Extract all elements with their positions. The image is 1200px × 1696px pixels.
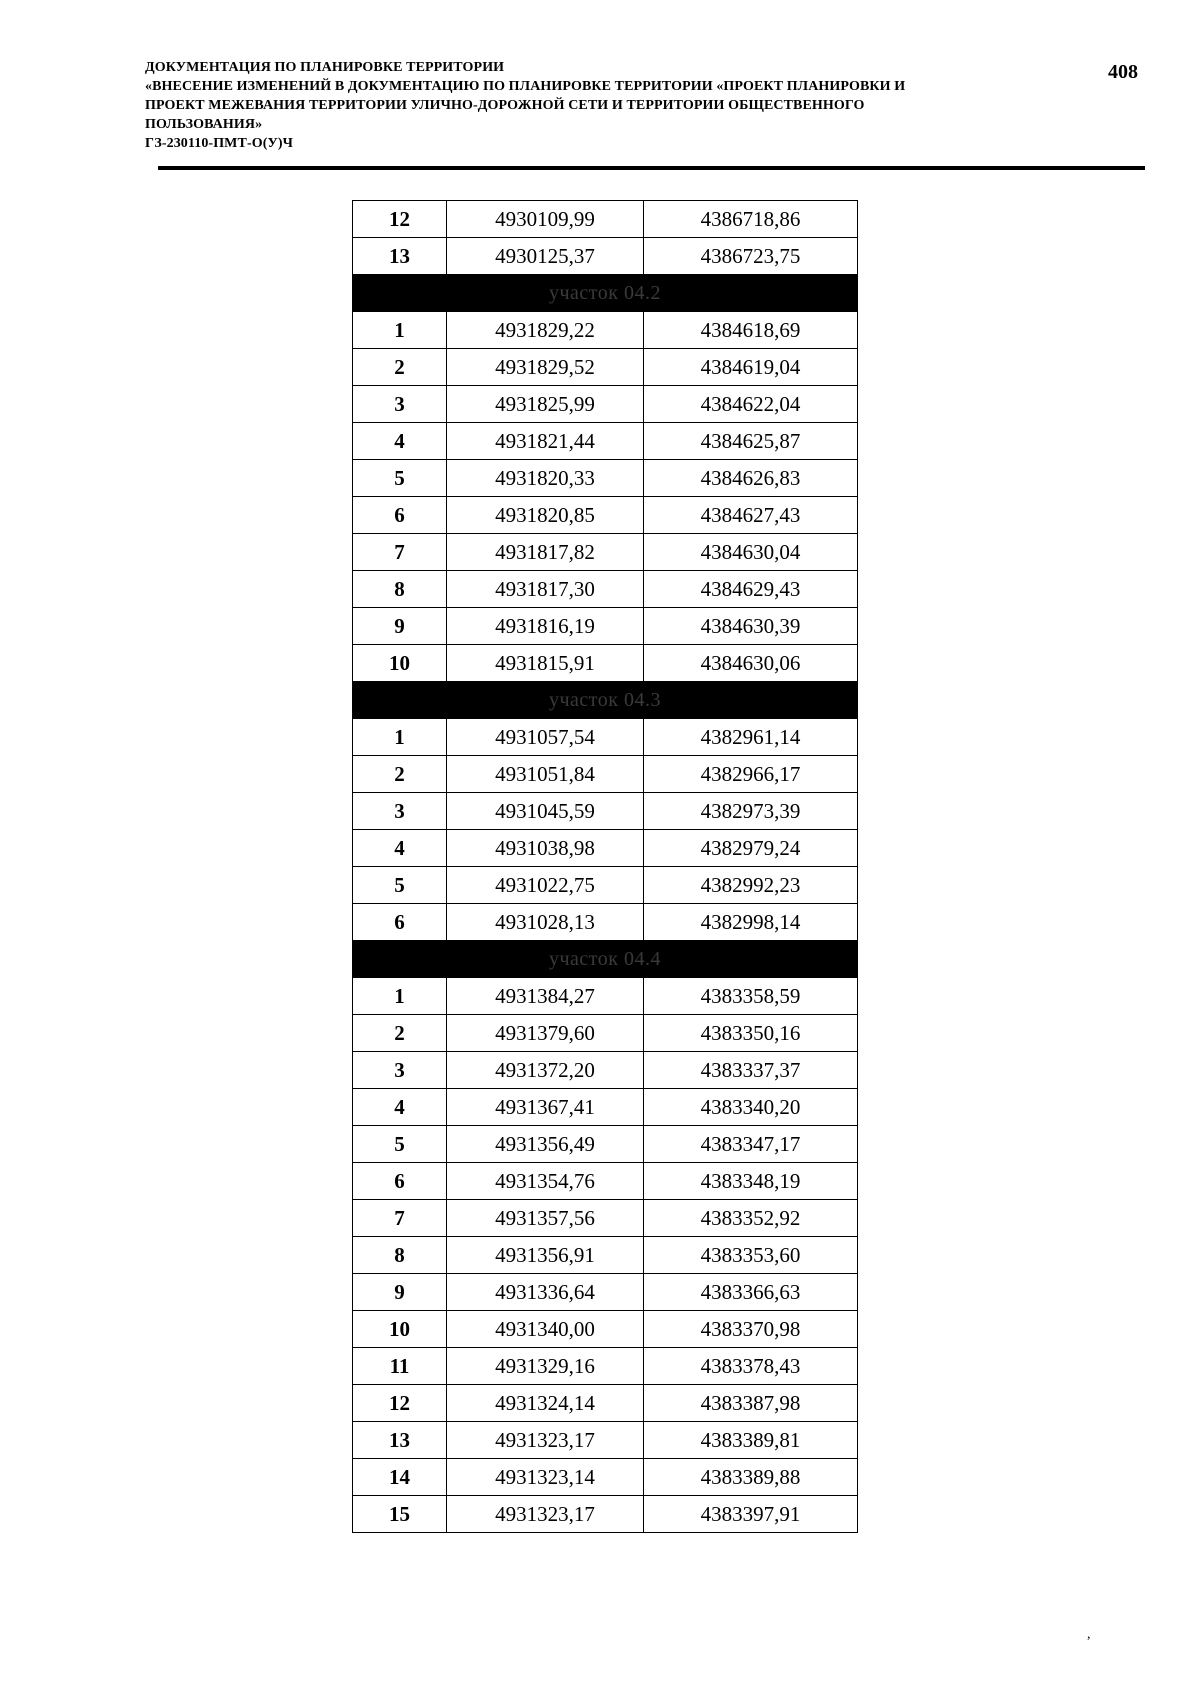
point-number-cell: 6 — [353, 1163, 447, 1200]
y-coordinate-cell: 4383350,16 — [644, 1015, 858, 1052]
x-coordinate-cell: 4931816,19 — [447, 608, 644, 645]
x-coordinate-cell: 4931372,20 — [447, 1052, 644, 1089]
table-row — [353, 608, 858, 645]
table-row — [353, 312, 858, 349]
table-row — [353, 978, 858, 1015]
point-number-cell: 11 — [353, 1348, 447, 1385]
point-number-cell: 3 — [353, 793, 447, 830]
x-coordinate-cell: 4931340,00 — [447, 1311, 644, 1348]
y-coordinate-cell: 4383337,37 — [644, 1052, 858, 1089]
point-number-cell: 1 — [353, 312, 447, 349]
y-coordinate-cell: 4382992,23 — [644, 867, 858, 904]
y-coordinate-cell: 4383340,20 — [644, 1089, 858, 1126]
point-number-cell: 10 — [353, 645, 447, 682]
point-number-cell: 1 — [353, 719, 447, 756]
y-coordinate-cell: 4383347,17 — [644, 1126, 858, 1163]
y-coordinate-cell: 4386723,75 — [644, 238, 858, 275]
y-coordinate-cell: 4383389,81 — [644, 1422, 858, 1459]
point-number-cell: 9 — [353, 1274, 447, 1311]
table-row — [353, 830, 858, 867]
point-number-cell: 10 — [353, 1311, 447, 1348]
x-coordinate-cell: 4931817,82 — [447, 534, 644, 571]
y-coordinate-cell: 4383397,91 — [644, 1496, 858, 1533]
table-row — [353, 349, 858, 386]
y-coordinate-cell: 4383370,98 — [644, 1311, 858, 1348]
table-row — [353, 460, 858, 497]
table-row — [353, 1311, 858, 1348]
x-coordinate-cell: 4931384,27 — [447, 978, 644, 1015]
page-number: 408 — [1108, 61, 1138, 83]
table-row — [353, 793, 858, 830]
x-coordinate-cell: 4931820,33 — [447, 460, 644, 497]
table-row — [353, 534, 858, 571]
table-row — [353, 867, 858, 904]
x-coordinate-cell: 4931815,91 — [447, 645, 644, 682]
point-number-cell: 5 — [353, 867, 447, 904]
y-coordinate-cell: 4384625,87 — [644, 423, 858, 460]
x-coordinate-cell: 4931329,16 — [447, 1348, 644, 1385]
y-coordinate-cell: 4386718,86 — [644, 201, 858, 238]
point-number-cell: 4 — [353, 830, 447, 867]
x-coordinate-cell: 4930109,99 — [447, 201, 644, 238]
margin-mark: , — [1087, 1627, 1091, 1642]
table-row — [353, 1422, 858, 1459]
point-number-cell: 14 — [353, 1459, 447, 1496]
table-row — [353, 1126, 858, 1163]
x-coordinate-cell: 4930125,37 — [447, 238, 644, 275]
table-row — [353, 719, 858, 756]
table-row — [353, 1089, 858, 1126]
table-row — [353, 756, 858, 793]
section-label: участок 04.2 — [353, 275, 858, 312]
document-header — [145, 58, 1065, 153]
point-number-cell: 4 — [353, 423, 447, 460]
y-coordinate-cell: 4384622,04 — [644, 386, 858, 423]
point-number-cell: 13 — [353, 238, 447, 275]
x-coordinate-cell: 4931336,64 — [447, 1274, 644, 1311]
point-number-cell: 5 — [353, 460, 447, 497]
header-title-line-1: ДОКУМЕНТАЦИЯ ПО ПЛАНИРОВКЕ ТЕРРИТОРИИ — [145, 60, 505, 75]
x-coordinate-cell: 4931045,59 — [447, 793, 644, 830]
section-header-row — [353, 682, 858, 719]
y-coordinate-cell: 4384630,04 — [644, 534, 858, 571]
y-coordinate-cell: 4382961,14 — [644, 719, 858, 756]
y-coordinate-cell: 4383348,19 — [644, 1163, 858, 1200]
table-row — [353, 1163, 858, 1200]
point-number-cell: 7 — [353, 1200, 447, 1237]
x-coordinate-cell: 4931028,13 — [447, 904, 644, 941]
x-coordinate-cell: 4931356,91 — [447, 1237, 644, 1274]
x-coordinate-cell: 4931357,56 — [447, 1200, 644, 1237]
header-title-line-3: ПРОЕКТ МЕЖЕВАНИЯ ТЕРРИТОРИИ УЛИЧНО-ДОРОЖНОЙ СЕТИ И ТЕРРИТОРИИ ОБЩЕСТВЕННОГО — [145, 98, 865, 113]
table-row — [353, 904, 858, 941]
section-header-row — [353, 941, 858, 978]
x-coordinate-cell: 4931038,98 — [447, 830, 644, 867]
table-row — [353, 1200, 858, 1237]
x-coordinate-cell: 4931829,22 — [447, 312, 644, 349]
coordinates-table — [352, 200, 858, 1533]
y-coordinate-cell: 4384619,04 — [644, 349, 858, 386]
point-number-cell: 5 — [353, 1126, 447, 1163]
x-coordinate-cell: 4931821,44 — [447, 423, 644, 460]
y-coordinate-cell: 4382966,17 — [644, 756, 858, 793]
point-number-cell: 12 — [353, 201, 447, 238]
point-number-cell: 8 — [353, 571, 447, 608]
y-coordinate-cell: 4384618,69 — [644, 312, 858, 349]
table-row — [353, 1015, 858, 1052]
header-title-line-4: ПОЛЬЗОВАНИЯ» — [145, 117, 263, 132]
y-coordinate-cell: 4382973,39 — [644, 793, 858, 830]
section-label: участок 04.4 — [353, 941, 858, 978]
y-coordinate-cell: 4384630,39 — [644, 608, 858, 645]
y-coordinate-cell: 4382998,14 — [644, 904, 858, 941]
table-row — [353, 1348, 858, 1385]
table-row — [353, 1496, 858, 1533]
x-coordinate-cell: 4931051,84 — [447, 756, 644, 793]
x-coordinate-cell: 4931057,54 — [447, 719, 644, 756]
section-header-row — [353, 275, 858, 312]
table-row — [353, 1274, 858, 1311]
x-coordinate-cell: 4931022,75 — [447, 867, 644, 904]
x-coordinate-cell: 4931820,85 — [447, 497, 644, 534]
point-number-cell: 7 — [353, 534, 447, 571]
x-coordinate-cell: 4931323,14 — [447, 1459, 644, 1496]
point-number-cell: 3 — [353, 386, 447, 423]
point-number-cell: 8 — [353, 1237, 447, 1274]
coordinates-table-body — [353, 201, 858, 1533]
y-coordinate-cell: 4383387,98 — [644, 1385, 858, 1422]
table-row — [353, 645, 858, 682]
point-number-cell: 6 — [353, 497, 447, 534]
point-number-cell: 12 — [353, 1385, 447, 1422]
table-row — [353, 1385, 858, 1422]
x-coordinate-cell: 4931323,17 — [447, 1496, 644, 1533]
y-coordinate-cell: 4384629,43 — [644, 571, 858, 608]
point-number-cell: 13 — [353, 1422, 447, 1459]
y-coordinate-cell: 4384630,06 — [644, 645, 858, 682]
x-coordinate-cell: 4931379,60 — [447, 1015, 644, 1052]
x-coordinate-cell: 4931354,76 — [447, 1163, 644, 1200]
x-coordinate-cell: 4931324,14 — [447, 1385, 644, 1422]
table-row — [353, 238, 858, 275]
y-coordinate-cell: 4383389,88 — [644, 1459, 858, 1496]
table-row — [353, 1052, 858, 1089]
header-divider — [158, 166, 1145, 170]
point-number-cell: 2 — [353, 1015, 447, 1052]
y-coordinate-cell: 4383366,63 — [644, 1274, 858, 1311]
point-number-cell: 4 — [353, 1089, 447, 1126]
y-coordinate-cell: 4383358,59 — [644, 978, 858, 1015]
table-row — [353, 201, 858, 238]
point-number-cell: 9 — [353, 608, 447, 645]
y-coordinate-cell: 4384626,83 — [644, 460, 858, 497]
document-code: ГЗ-230110-ПМТ-О(У)Ч — [145, 136, 293, 151]
y-coordinate-cell: 4383352,92 — [644, 1200, 858, 1237]
table-row — [353, 386, 858, 423]
point-number-cell: 15 — [353, 1496, 447, 1533]
x-coordinate-cell: 4931367,41 — [447, 1089, 644, 1126]
table-row — [353, 1459, 858, 1496]
point-number-cell: 1 — [353, 978, 447, 1015]
header-title-line-2: «ВНЕСЕНИЕ ИЗМЕНЕНИЙ В ДОКУМЕНТАЦИЮ ПО ПЛАНИРОВКЕ ТЕРРИТОРИИ «ПРОЕКТ ПЛАНИРОВКИ И — [145, 79, 906, 94]
x-coordinate-cell: 4931829,52 — [447, 349, 644, 386]
y-coordinate-cell: 4384627,43 — [644, 497, 858, 534]
point-number-cell: 2 — [353, 349, 447, 386]
x-coordinate-cell: 4931323,17 — [447, 1422, 644, 1459]
table-row — [353, 423, 858, 460]
table-row — [353, 1237, 858, 1274]
table-row — [353, 497, 858, 534]
point-number-cell: 3 — [353, 1052, 447, 1089]
y-coordinate-cell: 4383378,43 — [644, 1348, 858, 1385]
x-coordinate-cell: 4931825,99 — [447, 386, 644, 423]
y-coordinate-cell: 4382979,24 — [644, 830, 858, 867]
point-number-cell: 6 — [353, 904, 447, 941]
table-row — [353, 571, 858, 608]
x-coordinate-cell: 4931356,49 — [447, 1126, 644, 1163]
point-number-cell: 2 — [353, 756, 447, 793]
y-coordinate-cell: 4383353,60 — [644, 1237, 858, 1274]
x-coordinate-cell: 4931817,30 — [447, 571, 644, 608]
section-label: участок 04.3 — [353, 682, 858, 719]
